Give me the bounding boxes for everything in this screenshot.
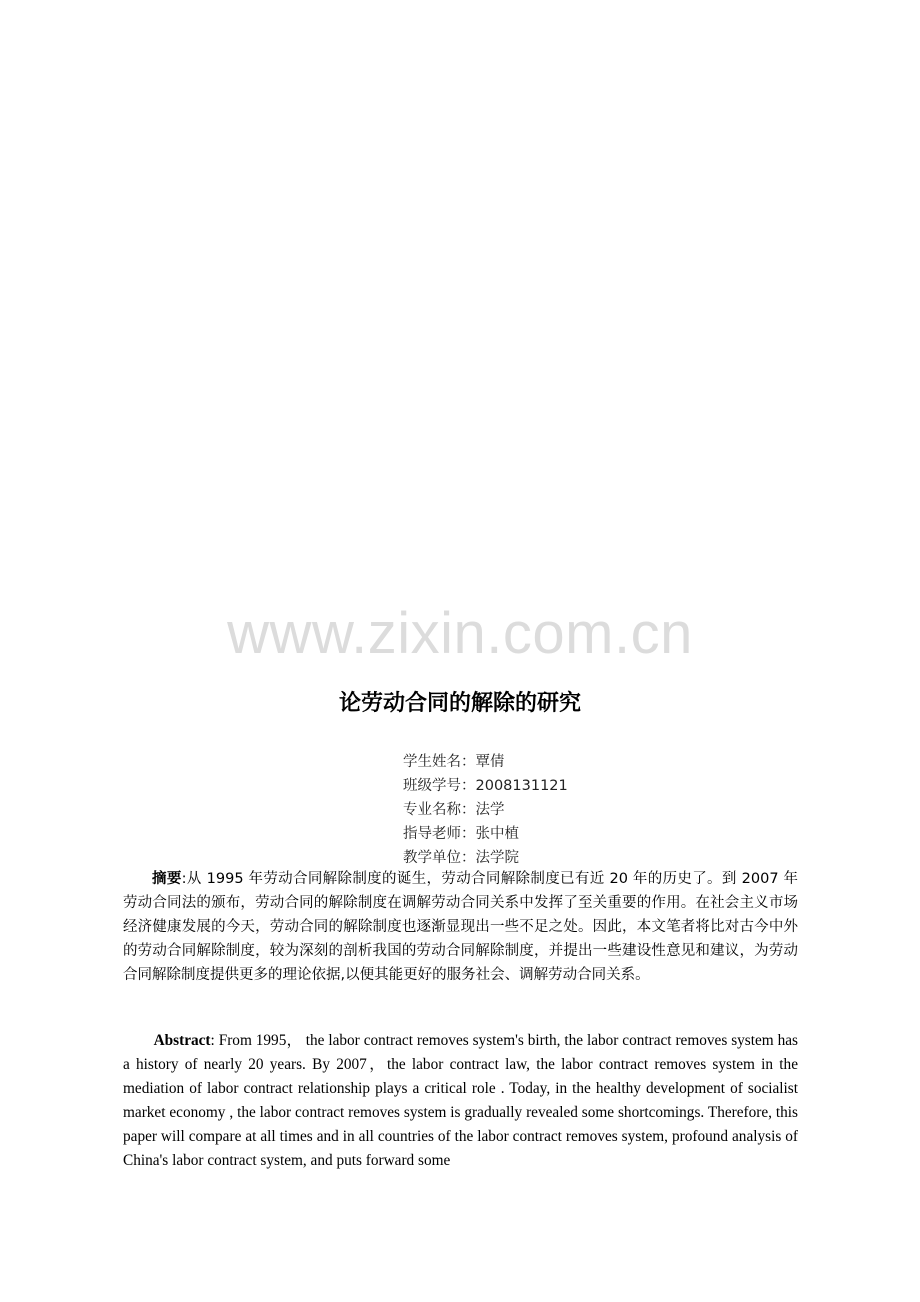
info-row-class-number xyxy=(403,774,568,798)
abstract-zh-text: :从 1995 年劳动合同解除制度的诞生，劳动合同解除制度已有近 20 年的历史了。到 2007 年劳动合同法的颁布，劳动合同的解除制度在调解劳动合同关系中发挥了至关重要的作用。在社会主义市场经济健康发展的今天，劳动合同的解除制度也逐渐显现出一些不足之处。因此，本文笔者将比对古今中外的劳动合同解除制度，较为深刻的剖析我国的劳动合同解除制度，并提出一些建设性意见和建议，为劳动合同解除制度提供更多的理论依据,以便其能更好的服务社会、调解劳动合同关系。 xyxy=(123,871,798,983)
info-row-student-name xyxy=(403,750,568,774)
info-value: 张中植 xyxy=(475,826,519,842)
abstract-chinese xyxy=(123,867,798,987)
info-value: 法学 xyxy=(475,802,505,818)
info-value: 法学院 xyxy=(475,850,519,866)
info-label: 指导老师： xyxy=(403,826,476,842)
info-value: 2008131121 xyxy=(475,778,568,794)
abstract-zh-label: 摘要 xyxy=(152,871,182,887)
info-row-advisor xyxy=(403,822,568,846)
info-label: 教学单位： xyxy=(403,850,476,866)
info-row-major xyxy=(403,798,568,822)
student-info xyxy=(403,750,568,870)
info-value: 覃倩 xyxy=(475,754,505,770)
abstract-en-label: Abstract xyxy=(153,1032,211,1049)
info-label: 学生姓名： xyxy=(403,754,476,770)
watermark: www.zixin.com.cn xyxy=(227,601,693,666)
abstract-en-text: : From 1995， the labor contract removes system's birth, the labor contract removes system has a history of nearly 20 years. By 2007，the labor contract law, the labor contract removes system in the mediation of labor contract relationship plays a critical role . Today, in the healthy development of socialist market economy , the labor contract removes system is gradually revealed some shortcomings. Therefore, this paper will compare at all times and in all countries of the labor contract removes system, profound analysis of China's labor contract system, and puts forward some xyxy=(123,1032,798,1169)
abstract-english xyxy=(123,1029,798,1175)
info-label: 专业名称： xyxy=(403,802,476,818)
info-label: 班级学号： xyxy=(403,778,476,794)
page-title: 论劳动合同的解除的研究 xyxy=(338,691,581,716)
